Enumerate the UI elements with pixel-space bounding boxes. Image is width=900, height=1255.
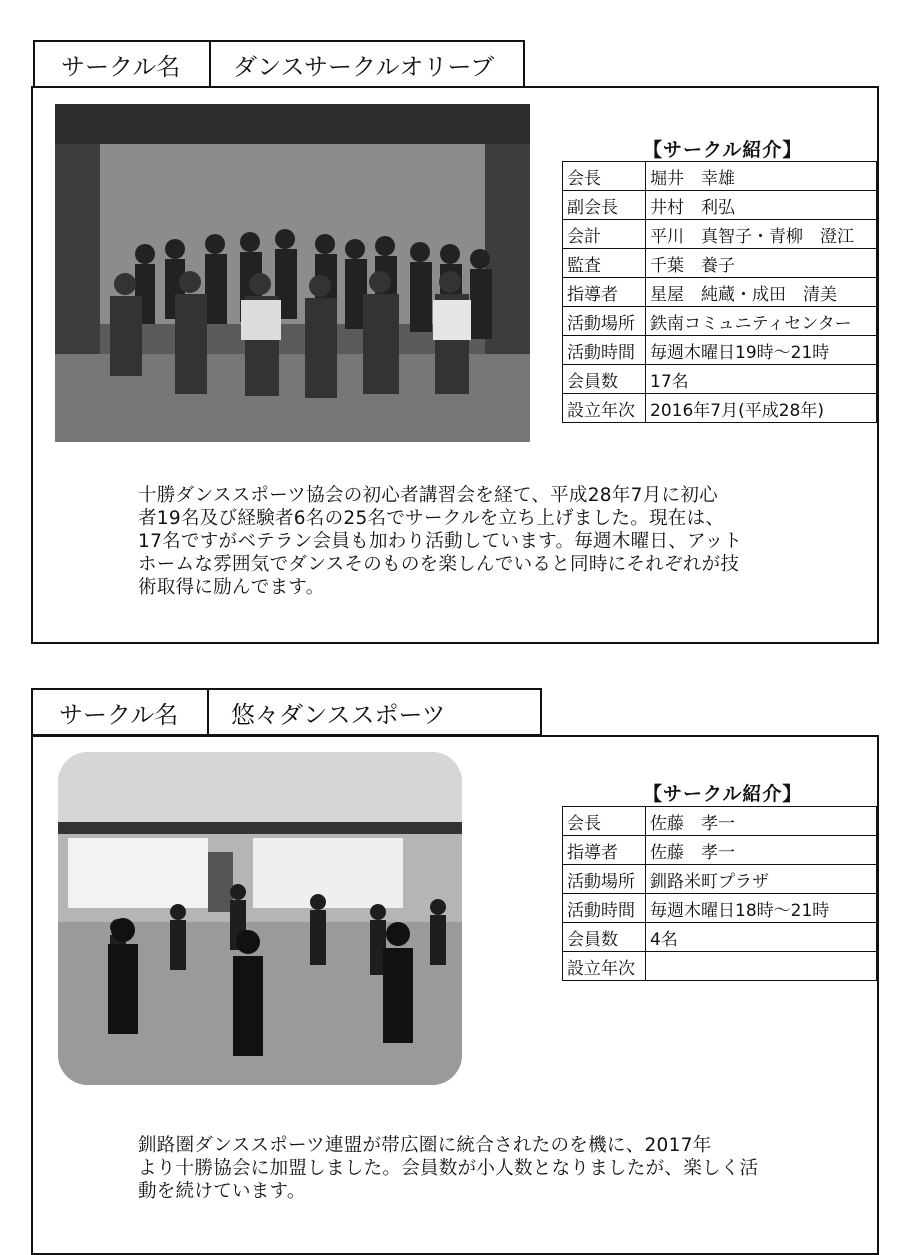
description-line: 17名ですがベテラン会員も加わり活動しています。毎週木曜日、アット <box>138 531 743 552</box>
description-line: 者19名及び経験者6名の25名でサークルを立ち上げました。現在は、 <box>138 508 725 529</box>
info-row <box>563 307 877 336</box>
circle-name-row <box>33 40 525 88</box>
description-line: ホームな雰囲気でダンスそのものを楽しんでいると同時にそれぞれが技 <box>138 554 740 575</box>
info-key: 会長 <box>563 807 646 836</box>
info-row <box>563 249 877 278</box>
info-key: 会員数 <box>563 923 646 952</box>
info-row <box>563 336 877 365</box>
info-row <box>563 923 877 952</box>
group-photo <box>55 104 530 442</box>
intro-title: 【サークル紹介】 <box>643 783 803 805</box>
info-value: 鉄南コミュニティセンター <box>646 307 877 336</box>
circle-name-value: 悠々ダンススポーツ <box>231 700 446 729</box>
info-value: 佐藤 孝一 <box>646 807 877 836</box>
info-key: 活動時間 <box>563 336 646 365</box>
circle-name-label: サークル名 <box>33 690 209 734</box>
info-row <box>563 894 877 923</box>
info-row <box>563 220 877 249</box>
info-value: 4名 <box>646 923 877 952</box>
info-value: 17名 <box>646 365 877 394</box>
info-value: 星屋 純蔵・成田 清美 <box>646 278 877 307</box>
info-key: 指導者 <box>563 278 646 307</box>
info-row <box>563 952 877 981</box>
description-line: 十勝ダンススポーツ協会の初心者講習会を経て、平成28年7月に初心 <box>138 485 718 506</box>
info-row <box>563 836 877 865</box>
info-key: 設立年次 <box>563 394 646 423</box>
info-value: 堀井 幸雄 <box>646 162 877 191</box>
info-row <box>563 162 877 191</box>
info-value <box>646 952 877 981</box>
info-row <box>563 365 877 394</box>
circle-name-label: サークル名 <box>35 42 211 86</box>
info-value: 井村 利弘 <box>646 191 877 220</box>
info-key: 活動時間 <box>563 894 646 923</box>
info-row <box>563 394 877 423</box>
info-value: 毎週木曜日19時～21時 <box>646 336 877 365</box>
info-value: 2016年7月(平成28年) <box>646 394 877 423</box>
circle-name-row <box>31 688 542 736</box>
info-key: 副会長 <box>563 191 646 220</box>
info-value: 毎週木曜日18時～21時 <box>646 894 877 923</box>
info-value: 平川 真智子・青柳 澄江 <box>646 220 877 249</box>
dance-photo <box>58 752 462 1085</box>
circle-description <box>138 1134 838 1203</box>
info-value: 千葉 養子 <box>646 249 877 278</box>
intro-title: 【サークル紹介】 <box>643 139 803 161</box>
info-key: 会長 <box>563 162 646 191</box>
circle-name-value: ダンスサークルオリーブ <box>233 52 495 81</box>
info-key: 活動場所 <box>563 865 646 894</box>
info-value: 佐藤 孝一 <box>646 836 877 865</box>
info-key: 監査 <box>563 249 646 278</box>
info-row <box>563 191 877 220</box>
info-key: 設立年次 <box>563 952 646 981</box>
description-line: 釧路圏ダンススポーツ連盟が帯広圏に統合されたのを機に、2017年 <box>138 1135 712 1156</box>
circle-info-table <box>562 161 877 423</box>
circle-description <box>138 484 838 599</box>
circle-info-table <box>562 806 877 981</box>
info-row <box>563 807 877 836</box>
description-line: より十勝協会に加盟しました。会員数が小人数となりましたが、楽しく活 <box>138 1158 759 1179</box>
description-line: 動を続けています。 <box>138 1181 306 1202</box>
description-line: 術取得に励んでます。 <box>138 577 325 598</box>
info-value: 釧路米町プラザ <box>646 865 877 894</box>
info-key: 指導者 <box>563 836 646 865</box>
info-key: 活動場所 <box>563 307 646 336</box>
info-key: 会員数 <box>563 365 646 394</box>
info-row <box>563 278 877 307</box>
info-row <box>563 865 877 894</box>
info-key: 会計 <box>563 220 646 249</box>
